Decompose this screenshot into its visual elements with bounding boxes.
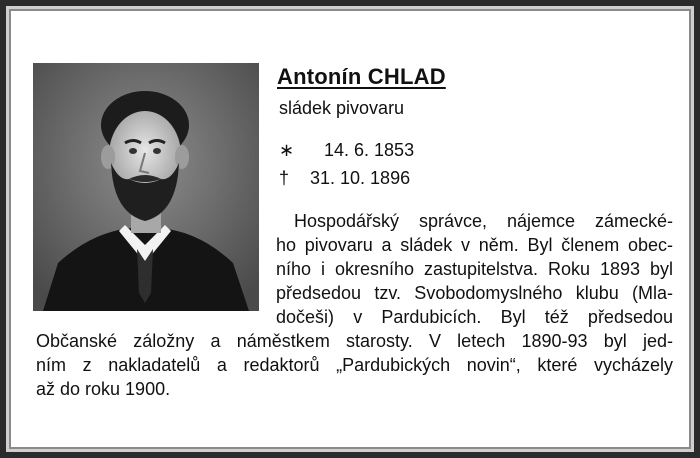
biography-line: ním z nakladatelů a redaktorů „Pardubických novin“, které vycházely — [36, 355, 673, 375]
biography-card — [6, 6, 694, 452]
biography-text-upper — [276, 209, 673, 329]
death-cross-icon: † — [279, 168, 290, 188]
birth-row — [279, 140, 414, 161]
paper-card — [6, 6, 694, 452]
birth-date: 14. 6. 1853 — [324, 140, 415, 160]
biography-text-lower — [36, 329, 673, 401]
person-name: Antonín CHLAD — [277, 64, 446, 89]
portrait-illustration — [33, 63, 259, 311]
death-row — [279, 168, 410, 189]
biography-line: Občanské záložny a náměstkem starosty. V letech 1890-93 byl jed- — [36, 331, 673, 351]
biography-line: ho pivovaru a sládek v něm. Byl členem obec- — [276, 235, 673, 255]
biography-line: ního i okresního zastupitelstva. Roku 1893 byl — [276, 259, 673, 279]
person-occupation: sládek pivovaru — [279, 98, 405, 118]
birth-star-icon: ∗ — [279, 140, 295, 160]
biography-line: předsedou tzv. Svobodomyslného klubu (Mla- — [276, 283, 673, 303]
portrait-photo — [33, 63, 259, 311]
biography-line: až do roku 1900. — [36, 379, 171, 399]
death-date: 31. 10. 1896 — [310, 168, 411, 188]
biography-line: Hospodářský správce, nájemce zámecké- — [294, 211, 673, 231]
biography-line: dočeši) v Pardubicích. Byl též předsedou — [276, 307, 673, 327]
